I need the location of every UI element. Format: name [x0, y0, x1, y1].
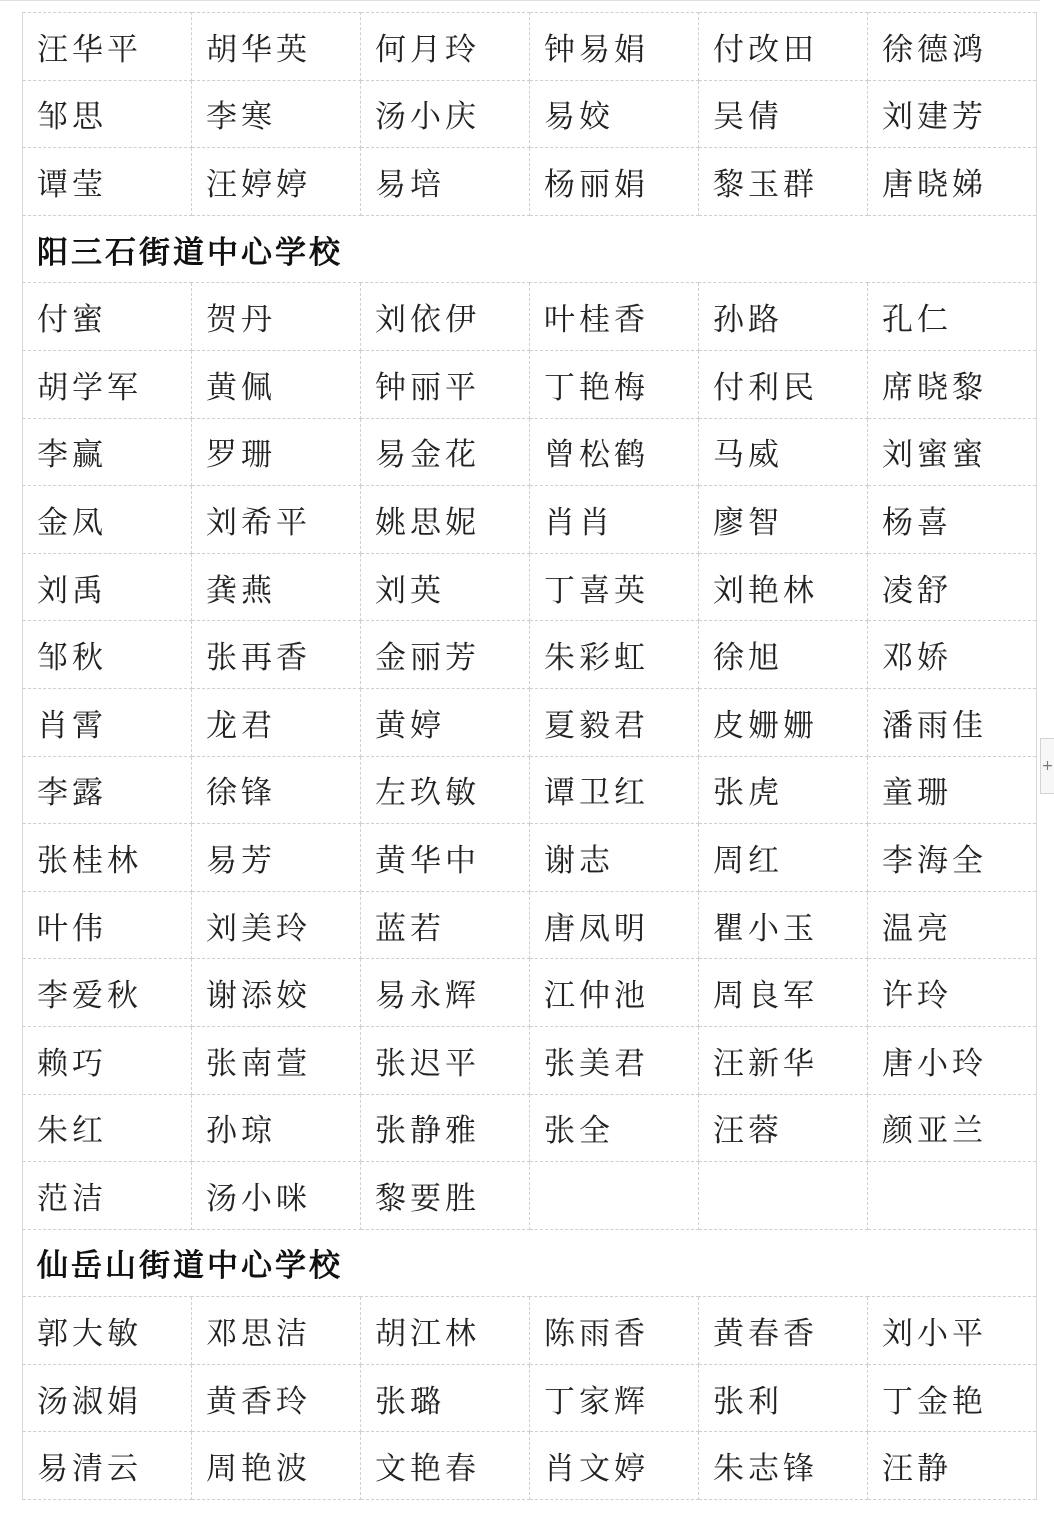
- name-cell: 徐锋: [192, 756, 361, 824]
- name-cell: 童珊: [868, 756, 1037, 824]
- name-cell: 徐德鸿: [868, 13, 1037, 81]
- empty-cell: [868, 1162, 1037, 1230]
- table-row: [23, 1162, 1037, 1230]
- name-cell: 姚思妮: [361, 486, 530, 554]
- name-cell: 胡江林: [361, 1297, 530, 1365]
- name-cell: 江仲池: [530, 959, 699, 1027]
- empty-cell: [699, 1162, 868, 1230]
- name-cell: 刘英: [361, 553, 530, 621]
- name-cell: 李赢: [23, 418, 192, 486]
- name-cell: 肖肖: [530, 486, 699, 554]
- name-cell: 刘希平: [192, 486, 361, 554]
- name-cell: 孔仁: [868, 283, 1037, 351]
- name-cell: 谢添姣: [192, 959, 361, 1027]
- name-cell: 蓝若: [361, 891, 530, 959]
- table-row: [23, 418, 1037, 486]
- name-cell: 张璐: [361, 1364, 530, 1432]
- name-cell: 何月玲: [361, 13, 530, 81]
- name-cell: 张静雅: [361, 1094, 530, 1162]
- table-row: [23, 553, 1037, 621]
- name-cell: 曾松鹤: [530, 418, 699, 486]
- name-cell: 邓娇: [868, 621, 1037, 689]
- name-cell: 钟丽平: [361, 350, 530, 418]
- name-cell: 颜亚兰: [868, 1094, 1037, 1162]
- name-cell: 张南萱: [192, 1026, 361, 1094]
- name-cell: 周良军: [699, 959, 868, 1027]
- name-cell: 文艳春: [361, 1432, 530, 1500]
- name-cell: 贺丹: [192, 283, 361, 351]
- name-cell: 叶伟: [23, 891, 192, 959]
- name-cell: 金丽芳: [361, 621, 530, 689]
- name-cell: 凌舒: [868, 553, 1037, 621]
- name-cell: 易金花: [361, 418, 530, 486]
- name-cell: 夏毅君: [530, 688, 699, 756]
- name-cell: 易培: [361, 148, 530, 216]
- name-cell: 李露: [23, 756, 192, 824]
- name-cell: 张利: [699, 1364, 868, 1432]
- name-cell: 易永辉: [361, 959, 530, 1027]
- name-cell: 张美君: [530, 1026, 699, 1094]
- name-cell: 龚燕: [192, 553, 361, 621]
- name-cell: 丁家辉: [530, 1364, 699, 1432]
- name-cell: 黄春香: [699, 1297, 868, 1365]
- name-cell: 肖霄: [23, 688, 192, 756]
- section-title: 阳三石街道中心学校: [23, 215, 1037, 283]
- name-list-body: [23, 13, 1037, 1500]
- name-cell: 朱红: [23, 1094, 192, 1162]
- section-header-row: [23, 215, 1037, 283]
- name-cell: 刘禹: [23, 553, 192, 621]
- table-row: [23, 350, 1037, 418]
- name-cell: 唐晓娣: [868, 148, 1037, 216]
- name-cell: 汤淑娟: [23, 1364, 192, 1432]
- name-cell: 邹秋: [23, 621, 192, 689]
- name-cell: 孙琼: [192, 1094, 361, 1162]
- name-cell: 易芳: [192, 824, 361, 892]
- table-row: [23, 891, 1037, 959]
- name-cell: 吴倩: [699, 80, 868, 148]
- name-cell: 孙路: [699, 283, 868, 351]
- name-cell: 付利民: [699, 350, 868, 418]
- plus-icon: +: [1041, 758, 1054, 774]
- name-cell: 丁艳梅: [530, 350, 699, 418]
- name-cell: 黎玉群: [699, 148, 868, 216]
- name-cell: 张全: [530, 1094, 699, 1162]
- name-cell: 张迟平: [361, 1026, 530, 1094]
- name-cell: 刘依伊: [361, 283, 530, 351]
- table-row: [23, 148, 1037, 216]
- name-cell: 易姣: [530, 80, 699, 148]
- name-cell: 张桂林: [23, 824, 192, 892]
- document-page: [22, 12, 1036, 1500]
- table-row: [23, 1297, 1037, 1365]
- section-header-row: [23, 1229, 1037, 1297]
- name-cell: 龙君: [192, 688, 361, 756]
- name-cell: 赖巧: [23, 1026, 192, 1094]
- name-cell: 谭莹: [23, 148, 192, 216]
- name-cell: 周红: [699, 824, 868, 892]
- empty-cell: [530, 1162, 699, 1230]
- table-row: [23, 80, 1037, 148]
- table-row: [23, 1364, 1037, 1432]
- table-row: [23, 283, 1037, 351]
- name-cell: 胡华英: [192, 13, 361, 81]
- name-cell: 刘建芳: [868, 80, 1037, 148]
- table-row: [23, 688, 1037, 756]
- name-cell: 李爱秋: [23, 959, 192, 1027]
- page-top-rule: [0, 0, 1040, 1]
- section-title: 仙岳山街道中心学校: [23, 1229, 1037, 1297]
- name-cell: 黄香玲: [192, 1364, 361, 1432]
- name-cell: 瞿小玉: [699, 891, 868, 959]
- table-row: [23, 1026, 1037, 1094]
- name-cell: 丁金艳: [868, 1364, 1037, 1432]
- name-cell: 汪蓉: [699, 1094, 868, 1162]
- name-cell: 谢志: [530, 824, 699, 892]
- name-list-table: [22, 12, 1037, 1500]
- name-cell: 黄婷: [361, 688, 530, 756]
- name-cell: 肖文婷: [530, 1432, 699, 1500]
- name-cell: 潘雨佳: [868, 688, 1037, 756]
- table-row: [23, 486, 1037, 554]
- name-cell: 马威: [699, 418, 868, 486]
- name-cell: 易清云: [23, 1432, 192, 1500]
- name-cell: 李海全: [868, 824, 1037, 892]
- name-cell: 刘小平: [868, 1297, 1037, 1365]
- name-cell: 谭卫红: [530, 756, 699, 824]
- name-cell: 李寒: [192, 80, 361, 148]
- name-cell: 刘美玲: [192, 891, 361, 959]
- name-cell: 黄佩: [192, 350, 361, 418]
- name-cell: 汤小咪: [192, 1162, 361, 1230]
- table-row: [23, 756, 1037, 824]
- name-cell: 汪静: [868, 1432, 1037, 1500]
- name-cell: 朱彩虹: [530, 621, 699, 689]
- name-cell: 汪新华: [699, 1026, 868, 1094]
- name-cell: 杨丽娟: [530, 148, 699, 216]
- name-cell: 席晓黎: [868, 350, 1037, 418]
- name-cell: 付蜜: [23, 283, 192, 351]
- table-row: [23, 13, 1037, 81]
- name-cell: 杨喜: [868, 486, 1037, 554]
- name-cell: 廖智: [699, 486, 868, 554]
- name-cell: 叶桂香: [530, 283, 699, 351]
- name-cell: 唐小玲: [868, 1026, 1037, 1094]
- add-panel-tab[interactable]: [1040, 738, 1054, 794]
- table-row: [23, 959, 1037, 1027]
- name-cell: 汪华平: [23, 13, 192, 81]
- name-cell: 周艳波: [192, 1432, 361, 1500]
- name-cell: 刘艳林: [699, 553, 868, 621]
- name-cell: 范洁: [23, 1162, 192, 1230]
- name-cell: 黎要胜: [361, 1162, 530, 1230]
- name-cell: 温亮: [868, 891, 1037, 959]
- name-cell: 邓思洁: [192, 1297, 361, 1365]
- name-cell: 皮姗姗: [699, 688, 868, 756]
- name-cell: 张虎: [699, 756, 868, 824]
- name-cell: 钟易娟: [530, 13, 699, 81]
- table-row: [23, 621, 1037, 689]
- name-cell: 汪婷婷: [192, 148, 361, 216]
- table-row: [23, 1094, 1037, 1162]
- name-cell: 汤小庆: [361, 80, 530, 148]
- name-cell: 郭大敏: [23, 1297, 192, 1365]
- name-cell: 唐凤明: [530, 891, 699, 959]
- name-cell: 陈雨香: [530, 1297, 699, 1365]
- name-cell: 邹思: [23, 80, 192, 148]
- name-cell: 左玖敏: [361, 756, 530, 824]
- name-cell: 胡学军: [23, 350, 192, 418]
- name-cell: 刘蜜蜜: [868, 418, 1037, 486]
- name-cell: 朱志锋: [699, 1432, 868, 1500]
- table-row: [23, 824, 1037, 892]
- name-cell: 张再香: [192, 621, 361, 689]
- name-cell: 罗珊: [192, 418, 361, 486]
- name-cell: 丁喜英: [530, 553, 699, 621]
- name-cell: 许玲: [868, 959, 1037, 1027]
- table-row: [23, 1432, 1037, 1500]
- name-cell: 徐旭: [699, 621, 868, 689]
- name-cell: 金凤: [23, 486, 192, 554]
- name-cell: 黄华中: [361, 824, 530, 892]
- name-cell: 付改田: [699, 13, 868, 81]
